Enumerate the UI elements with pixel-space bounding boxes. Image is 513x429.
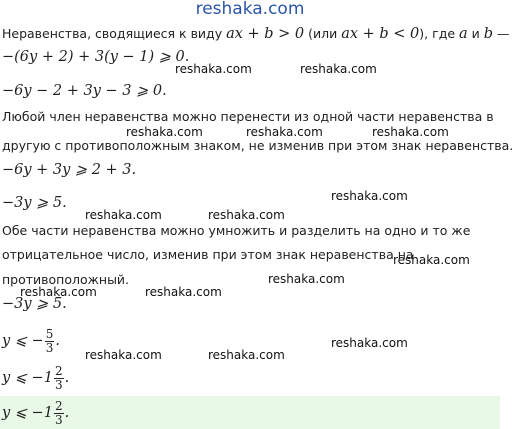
step-5: −3y ⩾ 5. (2, 296, 67, 312)
watermark: reshaka.com (145, 285, 222, 299)
rule-1-line-1: Любой член неравенства можно перенести из одной части неравенства в (2, 109, 494, 124)
watermark: reshaka.com (331, 336, 408, 350)
watermark: reshaka.com (208, 208, 285, 222)
intro-line (2, 27, 510, 42)
intro-expr-2: ax + b < 0 (341, 26, 420, 42)
result-2-end: . (64, 370, 70, 387)
result-1-denominator: 3 (45, 340, 54, 355)
watermark: reshaka.com (85, 348, 162, 362)
intro-conj: и (467, 26, 484, 41)
final-answer (2, 400, 69, 426)
result-2-denominator: 3 (54, 377, 63, 392)
rule-2-line-2: отрицательное число, изменив при этом знак неравенства на (2, 247, 414, 262)
final-answer-fraction (54, 400, 64, 426)
answer-highlight (0, 396, 500, 429)
result-2-lhs: y ⩽ −1 (2, 370, 53, 387)
watermark: reshaka.com (175, 62, 252, 76)
result-2 (2, 365, 69, 391)
intro-text-start: Неравенства, сводящиеся к виду (2, 26, 227, 41)
step-4: −3y ⩾ 5. (2, 195, 67, 211)
result-1-fraction (45, 328, 55, 354)
result-2-fraction (54, 365, 64, 391)
step-2: −6y − 2 + 3y − 3 ⩾ 0. (2, 83, 167, 99)
watermark: reshaka.com (208, 348, 285, 362)
watermark: reshaka.com (268, 272, 345, 286)
watermark: reshaka.com (85, 208, 162, 222)
intro-var-a: a (459, 26, 468, 42)
step-3: −6y + 3y ⩾ 2 + 3. (2, 162, 137, 178)
watermark: reshaka.com (126, 125, 203, 139)
watermark: reshaka.com (331, 189, 408, 203)
intro-var-b: b (483, 26, 494, 42)
result-2-numerator: 2 (54, 364, 63, 378)
watermark: reshaka.com (246, 125, 323, 139)
rule-2-line-1: Обе части неравенства можно умножить и разделить на одно и то же (2, 223, 471, 238)
final-answer-lhs: y ⩽ −1 (2, 405, 53, 422)
result-1 (2, 328, 60, 354)
result-1-numerator: 5 (45, 327, 54, 341)
watermark: reshaka.com (20, 285, 97, 299)
final-answer-denominator: 3 (54, 412, 63, 427)
intro-dash: — (493, 26, 510, 41)
rule-1-line-2: другую с противоположным знаком, не изменив при этом знак неравенства. (2, 138, 513, 153)
intro-text-mid: (или (304, 26, 342, 41)
rule-2-line-3: противоположный. (2, 272, 130, 287)
final-answer-end: . (64, 405, 70, 422)
result-1-end: . (55, 333, 60, 350)
watermark: reshaka.com (393, 253, 470, 267)
intro-expr-1: ax + b > 0 (226, 26, 305, 42)
site-header[interactable]: reshaka.com (195, 0, 305, 19)
result-1-lhs: y ⩽ − (2, 333, 44, 350)
step-1: −(6y + 2) + 3(y − 1) ⩾ 0. (2, 49, 190, 65)
intro-text-end: ), где (419, 26, 459, 41)
final-answer-numerator: 2 (54, 399, 63, 413)
watermark: reshaka.com (300, 62, 377, 76)
watermark: reshaka.com (372, 125, 449, 139)
